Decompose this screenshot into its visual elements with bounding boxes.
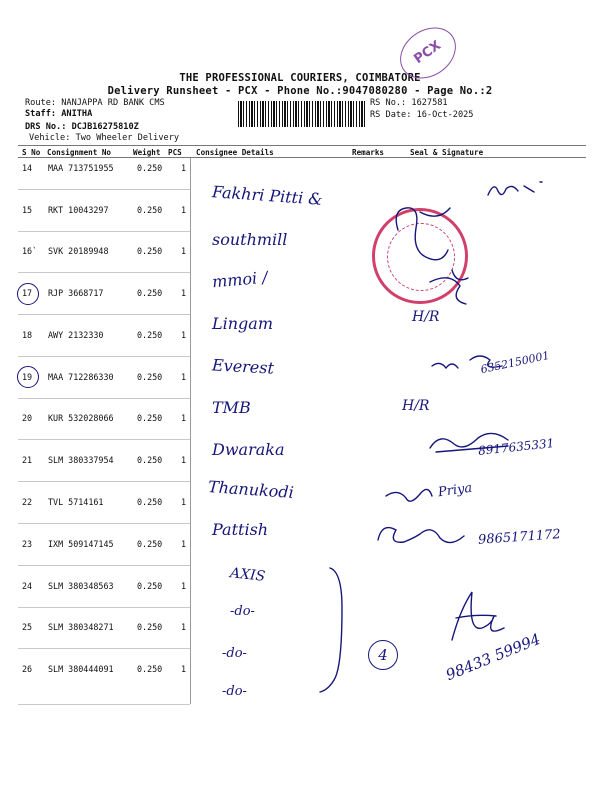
handwritten-consignee: Pattish (212, 520, 269, 539)
col-consignment: Consignment No (47, 148, 112, 157)
row-weight: 0.250 (137, 539, 163, 549)
row-pcs: 1 (181, 497, 187, 507)
row-weight: 0.250 (137, 455, 163, 465)
row-sno: 25 (22, 622, 33, 632)
runsheet-subtitle: Delivery Runsheet - PCX - Phone No.:9047080280 - Page No.:2 (107, 85, 493, 97)
circled-number: 4 (368, 640, 398, 670)
handwritten-phone: 6352150001 (479, 348, 551, 377)
vehicle-label: Vehicle: Two Wheeler Delivery (29, 133, 180, 143)
row-weight: 0.250 (137, 163, 163, 173)
row-sno: 15 (22, 205, 33, 215)
handwritten-ditto: -do- (222, 646, 247, 661)
row-pcs: 1 (181, 622, 187, 632)
consignee-bracket (320, 568, 342, 692)
handwritten-phone: 9865171172 (477, 527, 562, 548)
row-weight: 0.250 (137, 497, 163, 507)
col-consignee: Consignee Details (196, 148, 274, 157)
row-sno: 14 (22, 163, 33, 173)
row-weight: 0.250 (137, 581, 163, 591)
row-pcs: 1 (181, 246, 187, 256)
signature-row17 (430, 270, 468, 304)
signature-row25 (452, 592, 504, 640)
signature-row22 (386, 489, 432, 501)
row-weight: 0.250 (137, 330, 163, 340)
handwritten-consignee: Thanukodi (207, 477, 295, 502)
row-sno: 22 (22, 497, 33, 507)
signature-row15 (396, 208, 450, 260)
handwritten-consignee: TMB (212, 398, 251, 417)
handwritten-ditto: -do- (222, 684, 247, 699)
handwritten-phone: 8917635331 (477, 436, 555, 458)
handwritten-consignee: AXIS (229, 565, 266, 585)
row-consignment: IXM 509147145 (48, 539, 114, 549)
row-pcs: 1 (181, 539, 187, 549)
row-weight: 0.250 (137, 246, 163, 256)
row-pcs: 1 (181, 455, 187, 465)
row-sno: 23 (22, 539, 33, 549)
row-sno: 26 (22, 664, 33, 674)
row-pcs: 1 (181, 413, 187, 423)
row-sno: 18 (22, 330, 33, 340)
row-consignment: SLM 380337954 (48, 455, 114, 465)
row-consignment: SLM 380444091 (48, 664, 114, 674)
row-consignment: RKT 10043297 (48, 205, 109, 215)
col-pcs: PCS (168, 148, 182, 157)
drs-label: DRS No.: DCJB16275810Z (25, 122, 139, 132)
row-weight: 0.250 (137, 288, 163, 298)
rs-date: RS Date: 16-Oct-2025 (370, 110, 474, 120)
staff-label: Staff: ANITHA (25, 109, 93, 119)
row-consignment: MAA 713751955 (48, 163, 114, 173)
row-pcs: 1 (181, 163, 187, 173)
signature-row21 (430, 433, 508, 452)
row-consignment: TVL 5714161 (48, 497, 104, 507)
row-consignment: SLM 380348271 (48, 622, 114, 632)
row-sno: 17 (22, 288, 33, 298)
row-pcs: 1 (181, 288, 187, 298)
handwritten-remark: Priya (437, 480, 474, 501)
handwritten-consignee: Lingam (212, 314, 273, 333)
row-pcs: 1 (181, 330, 187, 340)
handwritten-remark: H/R (412, 309, 440, 325)
route-label: Route: NANJAPPA RD BANK CMS (25, 98, 165, 108)
row-pcs: 1 (181, 205, 187, 215)
handwritten-consignee: southmill (212, 230, 288, 249)
handwritten-consignee: Fakhri Pitti & (211, 182, 324, 209)
handwritten-consignee: mmoi / (211, 267, 269, 292)
col-seal: Seal & Signature (410, 148, 484, 157)
signature-row14 (488, 182, 542, 195)
row-sno: 20 (22, 413, 33, 423)
runsheet-title: THE PROFESSIONAL COURIERS, COIMBATORE (179, 72, 421, 84)
row-consignment: MAA 712286330 (48, 372, 114, 382)
handwritten-remark: H/R (402, 398, 430, 414)
row-consignment: RJP 3668717 (48, 288, 104, 298)
signature-row23 (378, 528, 464, 543)
signature-row19 (432, 356, 502, 368)
row-weight: 0.250 (137, 413, 163, 423)
col-sno: S No (22, 148, 41, 157)
row-sno: 24 (22, 581, 33, 591)
row-sno: 19 (22, 372, 33, 382)
row-weight: 0.250 (137, 372, 163, 382)
handwritten-consignee: Dwaraka (212, 440, 285, 459)
row-pcs: 1 (181, 664, 187, 674)
row-pcs: 1 (181, 372, 187, 382)
stamp-text: PCX (411, 38, 444, 68)
row-pcs: 1 (181, 581, 187, 591)
row-weight: 0.250 (137, 664, 163, 674)
handwritten-ditto: -do- (230, 604, 255, 619)
rs-number: RS No.: 1627581 (370, 98, 448, 108)
row-weight: 0.250 (137, 205, 163, 215)
handwritten-phone: 98433 59994 (443, 629, 543, 685)
col-remarks: Remarks (352, 148, 385, 157)
row-sno: 16` (22, 246, 38, 256)
row-consignment: SLM 380348563 (48, 581, 114, 591)
col-weight: Weight (133, 148, 161, 157)
row-consignment: AWY 2132330 (48, 330, 104, 340)
row-consignment: KUR 532028066 (48, 413, 114, 423)
row-weight: 0.250 (137, 622, 163, 632)
row-consignment: SVK 20189948 (48, 246, 109, 256)
handwritten-consignee: Everest (211, 355, 275, 378)
row-sno: 21 (22, 455, 33, 465)
